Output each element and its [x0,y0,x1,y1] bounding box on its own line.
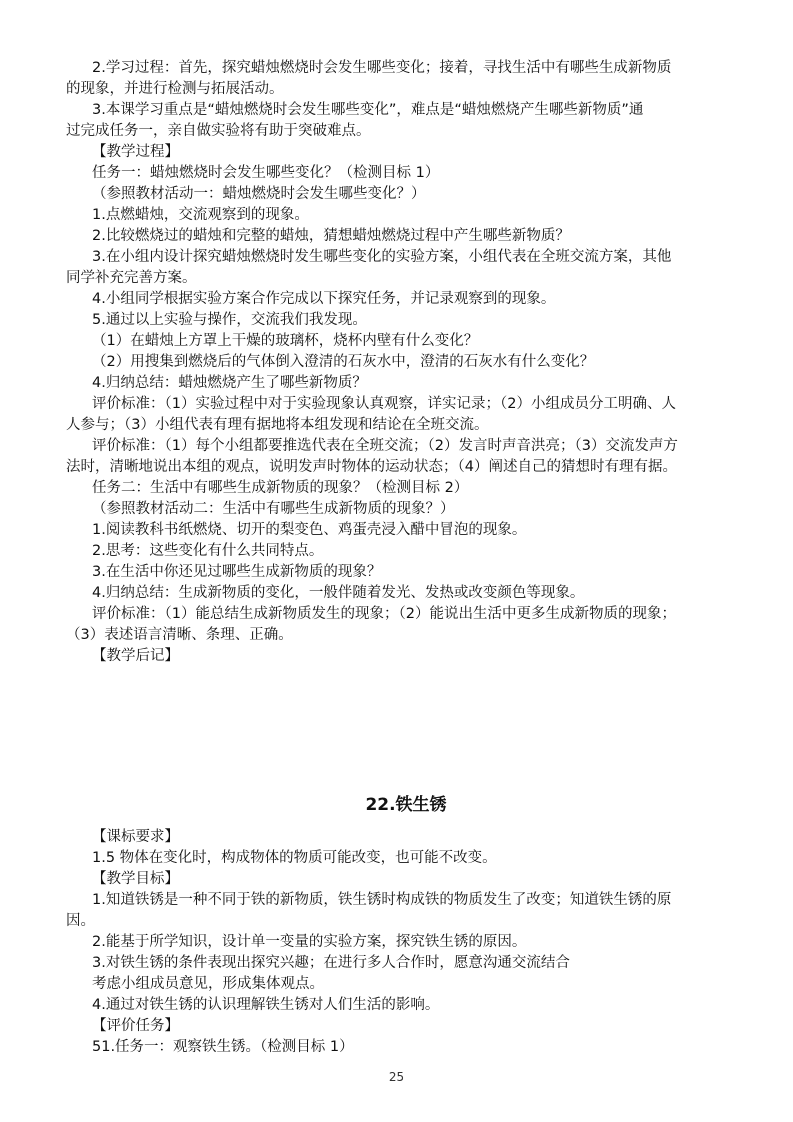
text-line: 同学补充完善方案。 [66,270,197,286]
text-line: 1.知道铁锈是一种不同于铁的新物质，铁生锈时构成铁的物质发生了改变；知道铁生锈的原 [92,892,672,908]
text-line: 【教学过程】 [92,144,179,160]
text-line: 1.阅读教科书纸燃烧、切开的梨变色、鸡蛋壳浸入醋中冒泡的现象。 [92,522,527,538]
text-line: 1.5 物体在变化时，构成物体的物质可能改变，也可能不改变。 [92,850,497,866]
text-line: 人参与；（3）小组代表有理有据地将本组发现和结论在全班交流。 [66,417,489,433]
document-body [66,58,746,1058]
text-line: （1）在蜡烛上方罩上干燥的玻璃杯，烧杯内壁有什么变化？ [92,333,479,349]
text-line: 2.学习过程：首先，探究蜡烛燃烧时会发生哪些变化；接着，寻找生活中有哪些生成新物质 [92,60,672,76]
page-number: 25 [388,1070,405,1084]
text-line: （3）表述语言清晰、条理、正确。 [66,627,293,643]
text-line: 51.任务一：观察铁生锈。（检测目标 1） [92,1039,354,1055]
text-line: 5.通过以上实验与操作，交流我们我发现。 [92,312,367,328]
text-line: 4.归纳总结：蜡烛燃烧产生了哪些新物质？ [92,375,367,391]
text-line: 评价标准：（1）每个小组都要推选代表在全班交流；（2）发言时声音洪亮；（3）交流发声方 [92,438,678,454]
text-line: 任务一：蜡烛燃烧时会发生哪些变化？（检测目标 1） [92,165,440,181]
text-line: 法时，清晰地说出本组的观点，说明发声时物体的运动状态；（4）阐述自己的猜想时有理有据。 [66,459,677,475]
text-line: 2.思考：这些变化有什么共同特点。 [92,543,324,559]
text-line: 任务二：生活中有哪些生成新物质的现象？（检测目标 2） [92,480,469,496]
text-line: 3.对铁生锈的条件表现出探究兴趣；在进行多人合作时，愿意沟通交流结合 [92,955,570,971]
text-line: 3.在生活中你还见过哪些生成新物质的现象？ [92,564,382,580]
blank-notes-space [66,667,746,795]
text-line: 【教学后记】 [92,648,179,664]
text-line: 2.能基于所学知识，设计单一变量的实验方案，探究铁生锈的原因。 [92,934,527,950]
text-line: （参照教材活动一：蜡烛燃烧时会发生哪些变化？） [92,186,426,202]
text-line: （参照教材活动二：生活中有哪些生成新物质的现象？） [92,501,455,517]
text-line: 的现象，并进行检测与拓展活动。 [66,81,284,97]
text-line: （2）用搜集到燃烧后的气体倒入澄清的石灰水中，澄清的石灰水有什么变化？ [92,354,595,370]
text-line: 4.归纳总结：生成新物质的变化，一般伴随着发光、发热或改变颜色等现象。 [92,585,585,601]
text-line: 考虑小组成员意见，形成集体观点。 [92,976,324,992]
text-line: 过完成任务一，亲自做实验将有助于突破难点。 [66,123,371,139]
text-line: 4.通过对铁生锈的认识理解铁生锈对人们生活的影响。 [92,997,440,1013]
text-line: 评价标准：（1）能总结生成新物质发生的现象；（2）能说出生活中更多生成新物质的现象； [92,606,676,622]
text-line: 因。 [66,913,95,929]
text-line: 1.点燃蜡烛，交流观察到的现象。 [92,207,309,223]
text-line: 【教学目标】 [92,871,179,887]
title-spacer [66,816,746,827]
text-line: 评价标准：（1）实验过程中对于实验现象认真观察，详实记录；（2）小组成员分工明确、人 [92,396,676,412]
text-line: 3.在小组内设计探究蜡烛燃烧时发生哪些变化的实验方案，小组代表在全班交流方案，其他 [92,249,672,265]
section-title: 22.铁生锈 [365,795,447,815]
text-line: 4.小组同学根据实验方案合作完成以下探究任务，并记录观察到的现象。 [92,291,556,307]
text-line: 【评价任务】 [92,1018,179,1034]
text-line: 【课标要求】 [92,829,179,845]
text-line: 3.本课学习重点是“蜡烛燃烧时会发生哪些变化”，难点是“蜡烛燃烧产生哪些新物质”通 [92,102,644,118]
text-line: 2.比较燃烧过的蜡烛和完整的蜡烛，猜想蜡烛燃烧过程中产生哪些新物质？ [92,228,570,244]
